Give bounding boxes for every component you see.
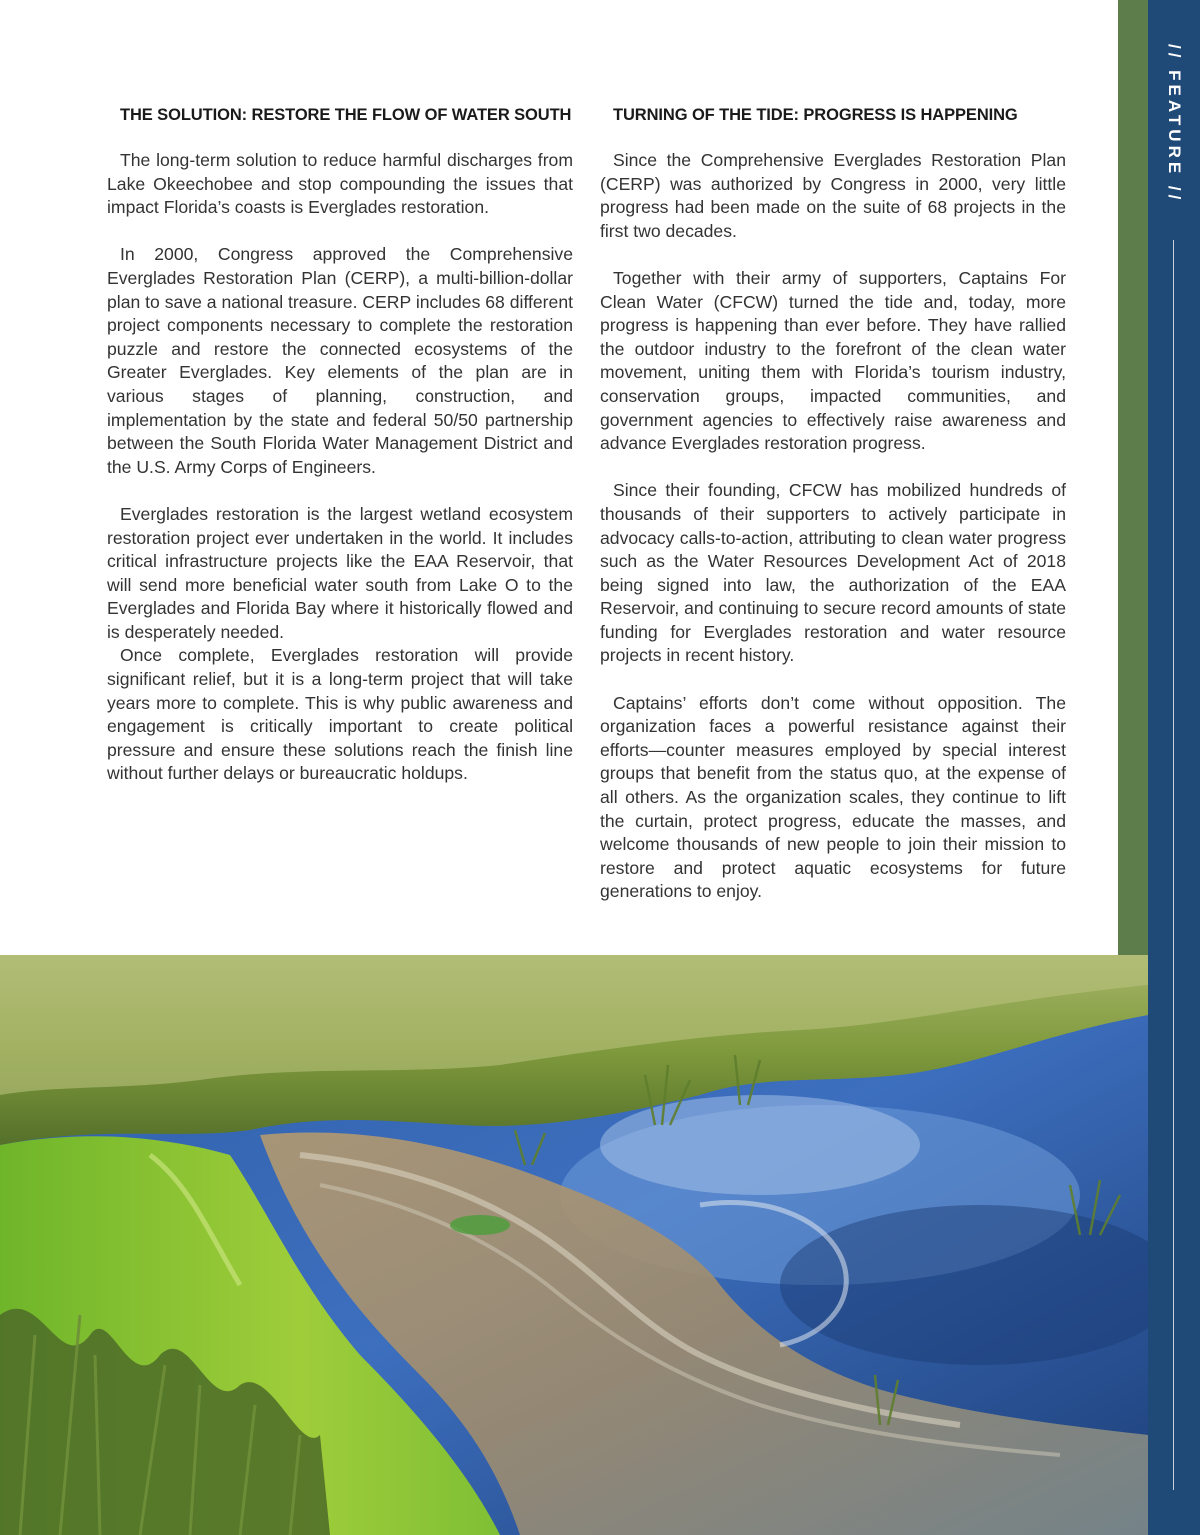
left-column bbox=[107, 106, 573, 810]
left-paragraph-4: Once complete, Everglades restoration will provide significant relief, but it is a long-term project that will take years more to complete. This is why public awareness and engagement is critically important to create political pressure and ensure these solutions reach the finish line without further delays or bureaucratic holdups. bbox=[107, 645, 573, 784]
left-paragraph-3: Everglades restoration is the largest wetland ecosystem restoration project ever undertaken in the world. It includes critical infrastructure projects like the EAA Reservoir, that will send more beneficial water south from Lake O to the Everglades and Florida Bay where it historically flowed and is desperately needed. bbox=[107, 503, 573, 642]
left-heading: THE SOLUTION: RESTORE THE FLOW OF WATER SOUTH bbox=[120, 106, 572, 124]
right-heading: TURNING OF THE TIDE: PROGRESS IS HAPPENING bbox=[613, 106, 1018, 124]
left-paragraph-1: The long-term solution to reduce harmful discharges from Lake Okeechobee and stop compounding the issues that impact Florida’s coasts is Everglades restoration. bbox=[107, 150, 573, 218]
sidebar-green-stripe bbox=[1118, 0, 1148, 955]
feature-section-label: // FEATURE // bbox=[1165, 44, 1184, 204]
right-column bbox=[600, 106, 1066, 928]
right-paragraph-1: Since the Comprehensive Everglades Restoration Plan (CERP) was authorized by Congress in 2000, very little progress had been made on the suite of 68 projects in the first two decades. bbox=[600, 150, 1066, 241]
sidebar-blue-band bbox=[1148, 0, 1200, 1535]
sidebar-divider-line bbox=[1173, 240, 1174, 1490]
right-paragraph-4: Captains’ efforts don’t come without opposition. The organization faces a powerful resistance against their efforts—counter measures employed by special interest groups that benefit from the status quo, at the expense of all others. As the organization scales, they continue to lift the curtain, protect progress, educate the masses, and welcome thousands of new people to join their mission to restore and protect aquatic ecosystems for future generations to enjoy. bbox=[600, 692, 1066, 902]
right-paragraph-3: Since their founding, CFCW has mobilized hundreds of thousands of their supporters to actively participate in advocacy calls-to-action, attributing to clean water progress such as the Water Resources Development Act of 2018 being signed into law, the authorization of the EAA Reservoir, and continuing to secure record amounts of state funding for Everglades restoration and water resource projects in recent history. bbox=[600, 480, 1066, 666]
right-paragraph-2: Together with their army of supporters, Captains For Clean Water (CFCW) turned the tide and, today, more progress is happening than ever before. They have rallied the outdoor industry to the forefront of the clean water movement, uniting them with Florida’s tourism industry, conservation groups, impacted communities, and government agencies to effectively raise awareness and advance Everglades restoration progress. bbox=[600, 267, 1066, 454]
algae-wetland-photo bbox=[0, 955, 1148, 1535]
left-paragraph-2: In 2000, Congress approved the Comprehensive Everglades Restoration Plan (CERP), a multi-billion-dollar plan to save a national treasure. CERP includes 68 different project components necessary to complete the restoration puzzle and restore the connected ecosystems of the Greater Everglades. Key elements of the plan are in various stages of planning, construction, and implementation by the state and federal 50/50 partnership between the South Florida Water Management District and the U.S. Army Corps of Engineers. bbox=[107, 244, 573, 477]
